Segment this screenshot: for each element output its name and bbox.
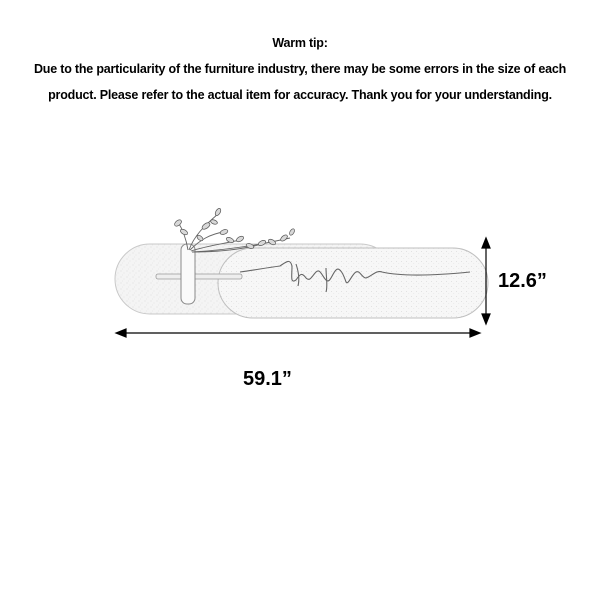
- front-panel: [218, 248, 488, 318]
- width-dimension-label: 59.1”: [243, 368, 292, 390]
- notice-title: Warm tip:: [272, 36, 328, 50]
- shelf-bar: [156, 274, 242, 279]
- height-dimension-label: 12.6”: [498, 270, 547, 292]
- width-dimension-arrow: [116, 329, 480, 337]
- notice-line-2: product. Please refer to the actual item for accuracy. Thank you for your understanding.: [48, 88, 552, 102]
- test-tube-vase: [181, 244, 195, 304]
- notice-line-1: Due to the particularity of the furniture industry, there may be some errors in the size of each: [33, 62, 567, 76]
